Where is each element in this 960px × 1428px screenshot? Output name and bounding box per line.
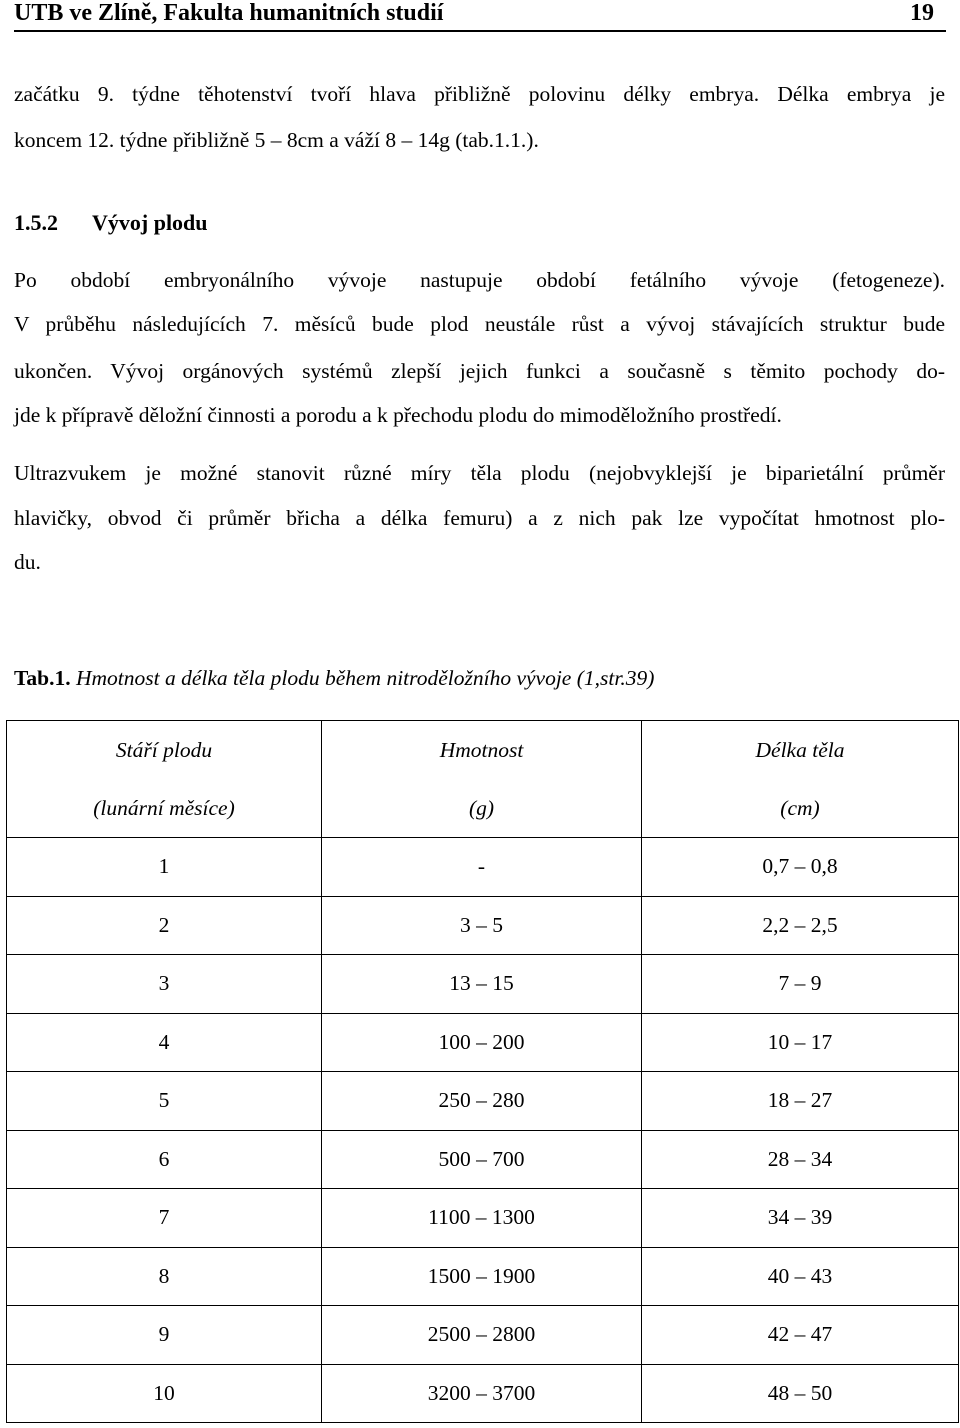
page-header [14, 0, 946, 32]
table-header-row [7, 721, 959, 838]
paragraph-1-line-2: V průběhu následujících 7. měsíců bude plod neustále růst a vývoj stávajících struktur bude [14, 312, 945, 336]
header-weight [322, 721, 642, 838]
cell-age: 4 [7, 1013, 322, 1072]
header-weight-line2: (g) [468, 796, 495, 820]
cell-length: 48 – 50 [642, 1364, 959, 1423]
cell-weight: 1100 – 1300 [322, 1189, 642, 1248]
cell-length: 18 – 27 [642, 1072, 959, 1131]
cell-age: 9 [7, 1306, 322, 1365]
header-title: UTB ve Zlíně, Fakulta humanitních studií [14, 0, 444, 26]
cell-age: 7 [7, 1189, 322, 1248]
table-row [7, 1013, 959, 1072]
cell-length: 7 – 9 [642, 955, 959, 1014]
page-number: 19 [910, 0, 934, 26]
header-length-line2: (cm) [780, 796, 820, 820]
fetal-growth-table [6, 720, 959, 1423]
table-row [7, 1130, 959, 1189]
table-caption [14, 666, 654, 691]
cell-age: 10 [7, 1364, 322, 1423]
intro-line-2: koncem 12. týdne přibližně 5 – 8cm a váží 8 – 14g (tab.1.1.). [14, 128, 539, 152]
cell-length: 40 – 43 [642, 1247, 959, 1306]
cell-age: 5 [7, 1072, 322, 1131]
cell-age: 1 [7, 838, 322, 897]
table-row [7, 1247, 959, 1306]
cell-age: 3 [7, 955, 322, 1014]
header-length-line1: Délka těla [755, 738, 845, 762]
paragraph-1-line-1: Po období embryonálního vývoje nastupuje období fetálního vývoje (fetogeneze). [14, 268, 945, 292]
paragraph-1-line-3: ukončen. Vývoj orgánových systémů zlepší jejich funkci a současně s těmito pochody do- [14, 359, 945, 383]
cell-length: 28 – 34 [642, 1130, 959, 1189]
paragraph-1-line-4: jde k přípravě děložní činnosti a porodu a k přechodu plodu do mimoděložního prostředí. [14, 403, 782, 427]
cell-length: 2,2 – 2,5 [642, 896, 959, 955]
table-caption-text: Hmotnost a délka těla plodu během nitroděložního vývoje (1,str.39) [70, 666, 655, 690]
cell-age: 8 [7, 1247, 322, 1306]
intro-line-1: začátku 9. týdne těhotenství tvoří hlava přibližně polovinu délky embrya. Délka embrya je [14, 82, 945, 106]
cell-weight: 3200 – 3700 [322, 1364, 642, 1423]
table-row [7, 896, 959, 955]
header-length [642, 721, 959, 838]
header-weight-line1: Hmotnost [439, 738, 524, 762]
cell-weight: - [322, 838, 642, 897]
cell-weight: 250 – 280 [322, 1072, 642, 1131]
table-row [7, 955, 959, 1014]
cell-weight: 2500 – 2800 [322, 1306, 642, 1365]
cell-weight: 500 – 700 [322, 1130, 642, 1189]
section-heading [14, 210, 208, 236]
cell-age: 2 [7, 896, 322, 955]
section-title: Vývoj plodu [92, 210, 208, 235]
paragraph-2-line-3: du. [14, 550, 41, 574]
cell-age: 6 [7, 1130, 322, 1189]
section-number: 1.5.2 [14, 210, 58, 235]
cell-weight: 13 – 15 [322, 955, 642, 1014]
cell-length: 42 – 47 [642, 1306, 959, 1365]
paragraph-2-line-2: hlavičky, obvod či průměr břicha a délka femuru) a z nich pak lze vypočítat hmotnost plo- [14, 506, 945, 530]
table-caption-label: Tab.1. [14, 666, 71, 690]
cell-weight: 1500 – 1900 [322, 1247, 642, 1306]
table-row [7, 1364, 959, 1423]
header-age-line1: Stáří plodu [115, 738, 213, 762]
header-age [7, 721, 322, 838]
cell-length: 10 – 17 [642, 1013, 959, 1072]
cell-weight: 100 – 200 [322, 1013, 642, 1072]
header-age-line2: (lunární měsíce) [93, 796, 235, 820]
paragraph-2-line-1: Ultrazvukem je možné stanovit různé míry těla plodu (nejobvyklejší je biparietální průměr [14, 461, 945, 485]
table-row [7, 1072, 959, 1131]
cell-length: 34 – 39 [642, 1189, 959, 1248]
cell-length: 0,7 – 0,8 [642, 838, 959, 897]
cell-weight: 3 – 5 [322, 896, 642, 955]
table-row [7, 1189, 959, 1248]
table-row [7, 1306, 959, 1365]
table-row [7, 838, 959, 897]
